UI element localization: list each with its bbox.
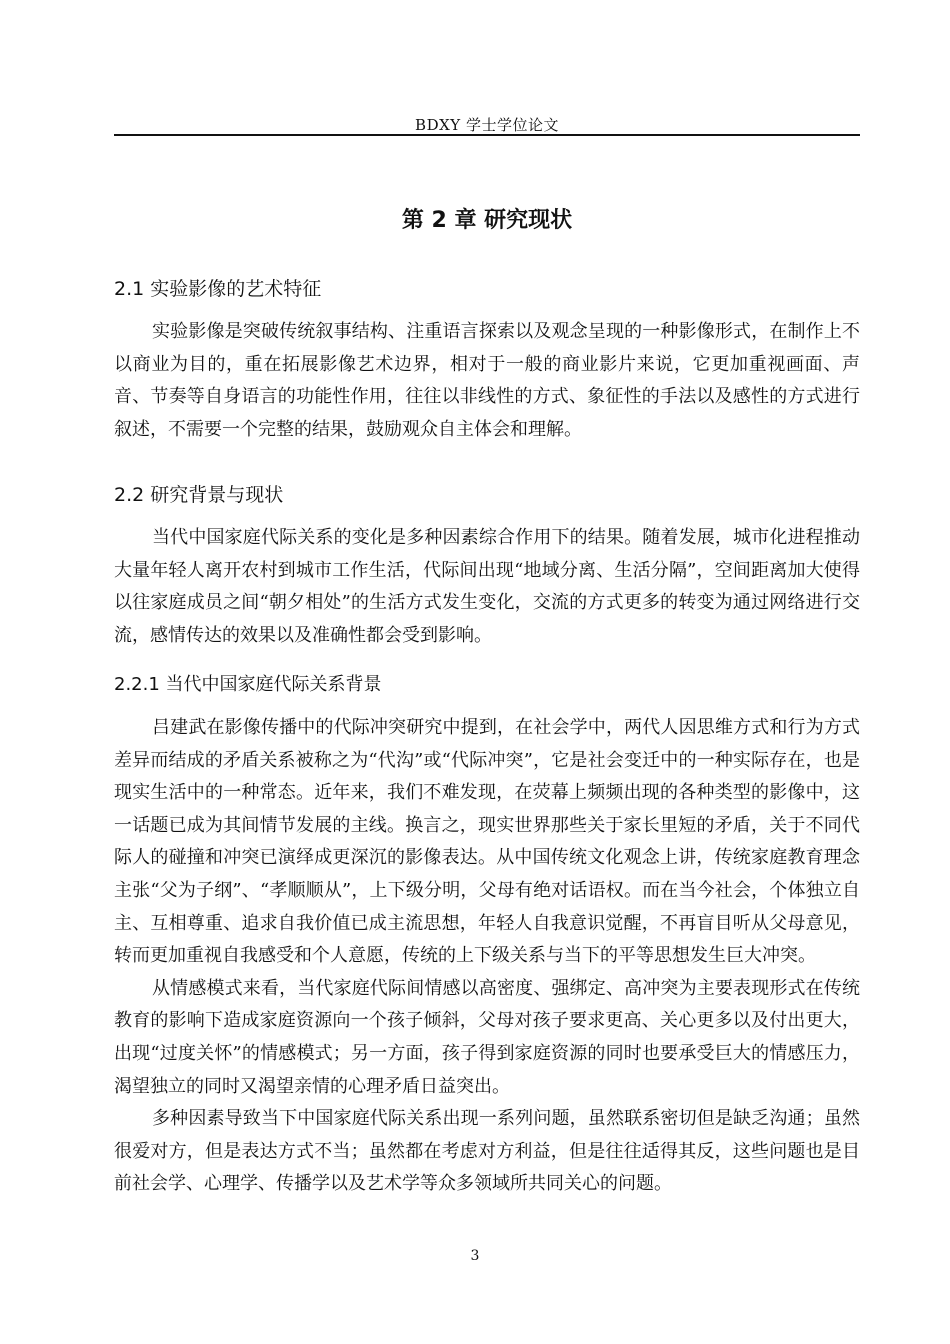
section-2-1 [114, 274, 860, 446]
header-rule [114, 134, 860, 136]
subsection-heading: 2.2.1 当代中国家庭代际关系背景 [114, 674, 382, 695]
running-header: BDXY 学士学位论文 [415, 116, 559, 134]
paragraph: 吕建武在影像传播中的代际冲突研究中提到，在社会学中，两代人因思维方式和行为方式差异而结成的矛盾关系被称之为“代沟”或“代际冲突”，它是社会变迁中的一种实际存在，也是现实生活中的一种常态。近年来，我们不难发现，在荧幕上频频出现的各种类型的影像中，这一话题已成为其间情节发展的主线。换言之，现实世界那些关于家长里短的矛盾，关于不同代际人的碰撞和冲突已演绎成更深沉的影像表达。从中国传统文化观念上讲，传统家庭教育理念主张“父为子纲”、“孝顺顺从”，上下级分明，父母有绝对话语权。而在当今社会，个体独立自主、互相尊重、追求自我价值已成主流思想，年轻人自我意识觉醒，不再盲目听从父母意见，转而更加重视自我感受和个人意愿，传统的上下级关系与当下的平等思想发生巨大冲突。 [114, 717, 860, 967]
paragraph: 实验影像是突破传统叙事结构、注重语言探索以及观念呈现的一种影像形式，在制作上不以商业为目的，重在拓展影像艺术边界，相对于一般的商业影片来说，它更加重视画面、声音、节奏等自身语言的功能性作用，往往以非线性的方式、象征性的手法以及感性的方式进行叙述，不需要一个完整的结果，鼓励观众自主体会和理解。 [114, 321, 860, 440]
paragraph: 从情感模式来看，当代家庭代际间情感以高密度、强绑定、高冲突为主要表现形式在传统教育的影响下造成家庭资源向一个孩子倾斜，父母对孩子要求更高、关心更多以及付出更大，出现“过度关怀”的情感模式；另一方面，孩子得到家庭资源的同时也要承受巨大的情感压力，渴望独立的同时又渴望亲情的心理矛盾日益突出。 [114, 977, 860, 1097]
paragraph: 多种因素导致当下中国家庭代际关系出现一系列问题，虽然联系密切但是缺乏沟通；虽然很爱对方，但是表达方式不当；虽然都在考虑对方利益，但是往往适得其反，这些问题也是目前社会学、心理学、传播学以及艺术学等众多领域所共同关心的问题。 [114, 1108, 860, 1195]
chapter-title: 第 2 章 研究现状 [401, 208, 573, 233]
section-heading: 2.2 研究背景与现状 [114, 484, 284, 506]
section-2-2 [114, 480, 860, 652]
section-heading: 2.1 实验影像的艺术特征 [114, 278, 322, 300]
section-2-2-1 [114, 670, 860, 1201]
page-number: 3 [470, 1248, 480, 1264]
paragraph: 当代中国家庭代际关系的变化是多种因素综合作用下的结果。随着发展，城市化进程推动大量年轻人离开农村到城市工作生活，代际间出现“地域分离、生活分隔”，空间距离加大使得以往家庭成员之间“朝夕相处”的生活方式发生变化，交流的方式更多的转变为通过网络进行交流，感情传达的效果以及准确性都会受到影响。 [114, 527, 860, 646]
